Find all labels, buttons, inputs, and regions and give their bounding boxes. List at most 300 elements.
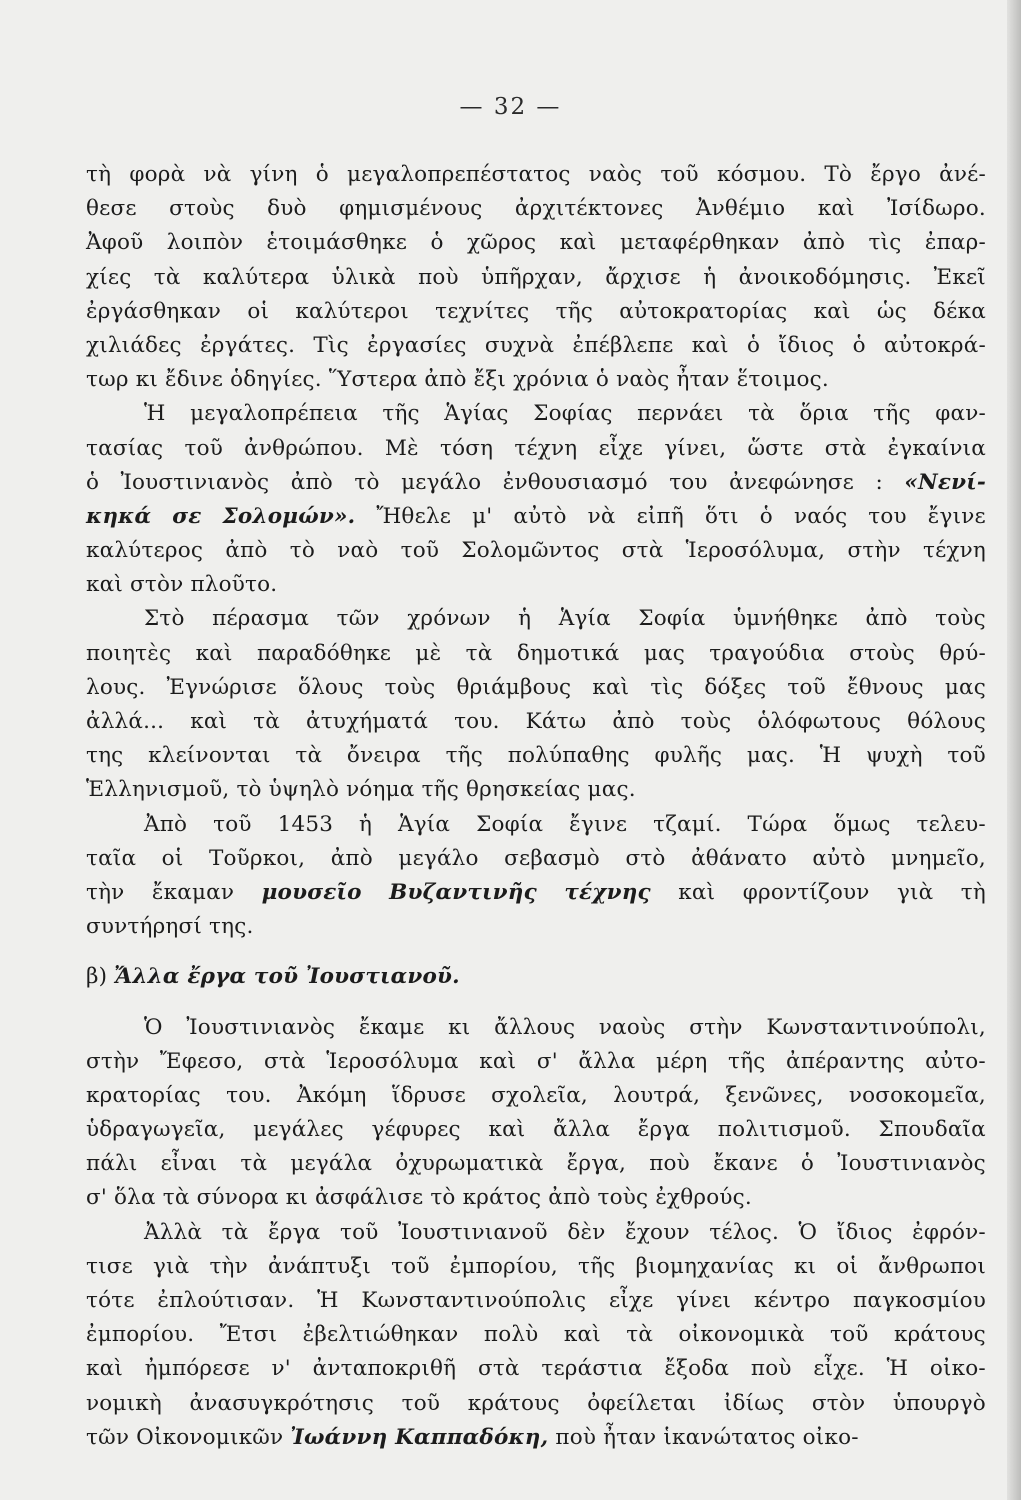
text-segment: Ἐγνώρισε bbox=[166, 674, 277, 700]
text-segment: μας bbox=[944, 674, 986, 700]
text-line bbox=[86, 602, 986, 636]
text-segment: ἔθνους bbox=[846, 674, 924, 700]
text-segment: κράτους bbox=[467, 1390, 560, 1416]
text-line bbox=[86, 329, 986, 363]
text-segment: τῆς bbox=[555, 298, 594, 324]
text-segment: ἔκανε bbox=[713, 1151, 778, 1177]
text-segment: στὸν bbox=[811, 1390, 866, 1416]
text-segment: τισε bbox=[86, 1253, 133, 1279]
text-segment: Τὸ bbox=[824, 162, 853, 187]
text-segment: τὰ bbox=[253, 709, 280, 734]
text-segment: στὰ bbox=[621, 538, 664, 564]
text-segment: ὄνειρα bbox=[346, 743, 421, 769]
text-segment: ἀπὸ bbox=[612, 709, 655, 734]
text-segment: ν' bbox=[271, 1356, 291, 1382]
text-segment: καὶ bbox=[563, 1322, 601, 1348]
text-segment: Σπουδαῖα bbox=[878, 1117, 986, 1143]
text-segment: ἀτυχήματά bbox=[305, 709, 429, 734]
text-segment: μας. bbox=[746, 743, 796, 769]
page-number: — 32 — bbox=[459, 94, 562, 120]
text-segment: τῆς bbox=[445, 743, 483, 769]
paragraph bbox=[86, 602, 986, 807]
text-segment: εἶναι bbox=[160, 1151, 218, 1177]
text-segment: αὐτοκρατορίας bbox=[619, 298, 788, 324]
text-line bbox=[86, 739, 986, 773]
text-line bbox=[86, 1318, 986, 1352]
text-segment: τῆς bbox=[728, 1048, 766, 1074]
text-line bbox=[86, 1352, 986, 1386]
text-segment: Ἡ bbox=[819, 743, 842, 769]
text-segment: Κωνσταντινούπολι, bbox=[766, 1014, 986, 1040]
text-segment: Ἰουστινιανὸς bbox=[186, 1014, 336, 1040]
text-segment: λουτρά, bbox=[613, 1082, 701, 1108]
text-segment: του bbox=[868, 503, 907, 529]
text-segment: καὶ bbox=[691, 332, 729, 358]
text-segment: ὑλικὰ bbox=[331, 264, 396, 290]
text-segment: ἔργα bbox=[268, 1219, 321, 1245]
text-line bbox=[86, 1113, 986, 1147]
text-segment: Ἰουστινιανὸς bbox=[120, 469, 270, 495]
text-segment: ψυχὴ bbox=[866, 743, 923, 769]
text-segment: μεγάλες bbox=[253, 1117, 344, 1143]
text-segment: καὶ bbox=[86, 1356, 123, 1382]
text-segment: Ἀπὸ bbox=[144, 811, 188, 837]
text-segment: Ἱεροσόλυμα, bbox=[685, 538, 826, 564]
text-segment: Ἁγία bbox=[558, 606, 611, 632]
text-segment: τοῦ bbox=[787, 674, 826, 700]
text-segment: Ἁγίας bbox=[444, 401, 509, 427]
text-segment: ἐβελτιώθηκαν bbox=[302, 1322, 459, 1348]
paragraph bbox=[86, 158, 986, 397]
text-segment: ποιητὲς bbox=[86, 640, 172, 666]
text-line bbox=[86, 226, 986, 260]
text-segment: κράτους bbox=[893, 1322, 986, 1348]
text-segment: Ἔφεσο, bbox=[159, 1048, 244, 1074]
text-segment: μεγάλο bbox=[398, 845, 479, 871]
text-segment: τὰ bbox=[626, 1322, 654, 1348]
text-segment: ἀπὸ bbox=[290, 469, 333, 495]
text-segment: γίνει, bbox=[664, 435, 727, 461]
text-segment: στὸ bbox=[625, 845, 666, 871]
text-segment: Ἱεροσόλυμα bbox=[326, 1048, 459, 1074]
text-segment: καὶ στὸν πλοῦτο. bbox=[86, 572, 278, 598]
text-segment: τοῦ bbox=[339, 1219, 379, 1245]
text-segment: φορὰ bbox=[129, 162, 186, 187]
text-segment: περνάει bbox=[637, 401, 724, 427]
text-segment: του. bbox=[454, 709, 500, 734]
heading-prefix: β) bbox=[86, 964, 108, 990]
text-segment: τεράστια bbox=[541, 1356, 643, 1382]
text-segment: θριάμβους bbox=[456, 674, 572, 700]
text-line bbox=[86, 1181, 986, 1215]
page-body bbox=[86, 158, 986, 1455]
text-segment: καὶ bbox=[190, 709, 228, 734]
text-segment: της bbox=[86, 743, 124, 769]
text-segment: ἀλλά... bbox=[86, 709, 165, 734]
text-segment: ἀνέ- bbox=[939, 162, 986, 187]
text-line bbox=[86, 192, 986, 226]
text-segment: Σοφία bbox=[476, 811, 544, 837]
text-line bbox=[86, 1284, 986, 1318]
text-segment: κλείνονται bbox=[148, 743, 271, 769]
text-segment: ἄρχισε bbox=[605, 264, 681, 290]
text-segment: ἐπλούτισαν. bbox=[157, 1288, 295, 1313]
text-segment: εἰπῆ bbox=[636, 503, 684, 529]
text-segment: ποὺ bbox=[649, 1151, 690, 1177]
emphasized-text: κηκά bbox=[86, 503, 152, 529]
text-segment: καὶ bbox=[488, 1117, 526, 1143]
text-segment: ὑπῆρχαν, bbox=[481, 264, 583, 290]
text-segment: στὴν bbox=[847, 538, 901, 564]
text-segment: στὰ bbox=[263, 1048, 306, 1074]
text-segment: μας bbox=[643, 640, 685, 666]
text-segment: θρύ- bbox=[939, 640, 986, 666]
text-segment: τοῦ bbox=[391, 1253, 430, 1279]
text-segment: ἄνθρωποι bbox=[878, 1253, 986, 1279]
text-segment: ὀφείλεται bbox=[587, 1390, 697, 1416]
text-segment: δέκα bbox=[933, 298, 986, 324]
text-segment: ἔγινε bbox=[927, 503, 986, 529]
text-segment: Μὲ bbox=[384, 435, 419, 461]
text-segment: τὰ bbox=[748, 401, 775, 427]
text-segment: ὅμως bbox=[833, 811, 891, 837]
paragraph bbox=[86, 1216, 986, 1455]
text-segment: ἐγκαίνια bbox=[887, 435, 986, 461]
text-segment: στὴν bbox=[86, 1048, 140, 1074]
text-segment: νομικὴ bbox=[86, 1390, 162, 1416]
text-segment: ἀνθρώπου. bbox=[244, 435, 364, 461]
text-segment: στὰ bbox=[824, 435, 867, 461]
text-segment: τοὺς bbox=[384, 674, 436, 700]
text-line bbox=[86, 910, 986, 944]
text-segment: τὰ bbox=[240, 1151, 268, 1177]
text-segment: μέρη bbox=[656, 1048, 708, 1074]
text-line bbox=[86, 363, 986, 397]
text-segment: νὰ bbox=[587, 503, 616, 529]
text-segment: συντήρησί της. bbox=[86, 914, 254, 940]
text-segment: Ἡ bbox=[886, 1356, 909, 1382]
text-segment: ἀπὸ bbox=[802, 230, 846, 256]
text-line bbox=[86, 637, 986, 671]
text-line bbox=[86, 842, 986, 876]
text-segment: ὀχυρωματικὰ bbox=[395, 1151, 544, 1177]
text-segment: γίνη bbox=[249, 162, 298, 187]
text-segment: ὅλους bbox=[297, 674, 364, 700]
text-segment: Κωνσταντινούπολις bbox=[361, 1288, 587, 1313]
text-segment: νὰ bbox=[203, 162, 232, 187]
text-segment: κι bbox=[793, 1253, 817, 1279]
text-segment: Ἁγία bbox=[398, 811, 451, 837]
text-segment: ἄλλα bbox=[553, 1117, 611, 1143]
text-segment: ὁ bbox=[86, 469, 100, 495]
text-line bbox=[86, 773, 986, 807]
text-line bbox=[86, 1216, 986, 1250]
page-edge bbox=[1007, 0, 1021, 1500]
text-segment: τὴν bbox=[209, 1253, 248, 1279]
text-segment: τὴ bbox=[86, 162, 112, 187]
text-segment: λους. bbox=[86, 674, 146, 700]
text-segment: καὶ bbox=[813, 298, 851, 324]
text-segment: δὲν bbox=[567, 1219, 606, 1245]
text-segment: μεγάλο bbox=[401, 469, 482, 495]
text-segment: πολύπαθης bbox=[507, 743, 630, 769]
text-segment: μεγαλοπρεπέστατος bbox=[347, 162, 571, 187]
text-segment: τῆς bbox=[873, 401, 911, 427]
text-segment: ἀνοικοδόμησις. bbox=[738, 264, 912, 290]
text-segment: Τὶς bbox=[313, 332, 349, 358]
emphasized-text: «Νενί- bbox=[904, 469, 986, 495]
text-segment: καὶ bbox=[592, 674, 630, 700]
text-line bbox=[86, 671, 986, 705]
text-segment: Ἐκεῖ bbox=[933, 264, 986, 290]
text-segment: Σοφία bbox=[638, 606, 706, 632]
text-segment: στοὺς bbox=[169, 196, 235, 222]
text-line bbox=[86, 432, 986, 466]
text-line bbox=[86, 1387, 986, 1421]
text-line bbox=[86, 568, 986, 602]
text-segment: μεγάλα bbox=[290, 1151, 373, 1177]
text-segment: κι bbox=[448, 1014, 471, 1040]
text-segment: ὑπουργὸ bbox=[892, 1390, 986, 1416]
text-segment: Τώρα bbox=[747, 811, 808, 837]
text-segment: πολὺ bbox=[483, 1322, 539, 1348]
text-segment: τὶς bbox=[650, 674, 684, 700]
text-segment: οἰκονομικὰ bbox=[678, 1322, 805, 1348]
text-segment: τὰ bbox=[153, 264, 181, 290]
text-segment: εἶχε bbox=[598, 435, 644, 461]
text-segment: οἱ bbox=[161, 845, 184, 871]
text-segment: ναὸ bbox=[337, 538, 379, 564]
text-segment: Σολομῶντος bbox=[461, 538, 600, 564]
text-line bbox=[86, 876, 986, 910]
text-segment: ἐργάτες. bbox=[200, 332, 296, 358]
text-line bbox=[86, 158, 986, 192]
text-segment: ἡ bbox=[703, 264, 717, 290]
paragraph bbox=[86, 1011, 986, 1216]
text-segment: Ἀφοῦ bbox=[86, 230, 144, 256]
text-segment: ὑδραγωγεῖα, bbox=[86, 1117, 226, 1143]
text-segment: Ἰουστινιανοῦ bbox=[398, 1219, 548, 1245]
text-segment: τοὺς bbox=[680, 709, 732, 734]
paragraph bbox=[86, 808, 986, 945]
text-block-upper bbox=[86, 158, 986, 944]
text-line bbox=[86, 1147, 986, 1181]
heading-title: Ἄλλα ἔργα τοῦ Ἰουστιανοῦ. bbox=[114, 964, 460, 990]
text-segment: τὴν bbox=[86, 879, 125, 905]
text-segment: τέχνη bbox=[514, 435, 578, 461]
text-segment: : bbox=[875, 469, 883, 495]
text-segment: Ἀκόμη bbox=[296, 1082, 367, 1108]
text-segment: καλύτερος bbox=[86, 538, 204, 564]
text-segment: ποὺ bbox=[418, 264, 459, 290]
text-segment: ποὺ ἦταν ἱκανώτατος οἰκο- bbox=[548, 1424, 859, 1450]
text-segment: Ἰουστινιανὸς bbox=[837, 1151, 986, 1177]
text-line bbox=[86, 705, 986, 739]
emphasized-text: Σολομών». bbox=[222, 503, 356, 529]
text-segment: χίες bbox=[86, 264, 132, 290]
text-segment: ἔχουν bbox=[625, 1219, 690, 1245]
text-segment: ἀπὸ bbox=[330, 845, 373, 871]
text-line bbox=[86, 500, 986, 534]
text-segment: φαν- bbox=[935, 401, 986, 427]
text-segment: φυλῆς bbox=[654, 743, 723, 769]
text-segment: ὁλόφωτους bbox=[757, 709, 882, 734]
text-segment: καὶ bbox=[195, 640, 233, 666]
text-segment: τωρ κι ἔδινε ὁδηγίες. Ὕστερα ἀπὸ ἔξι χρόνια ὁ ναὸς ἦταν ἕτοιμος. bbox=[86, 367, 829, 393]
text-segment: οἰκο- bbox=[929, 1356, 986, 1382]
text-segment: Τοῦρκοι, bbox=[208, 845, 306, 871]
text-segment: σχολεῖα, bbox=[491, 1082, 588, 1108]
text-segment: ἐφρόν- bbox=[912, 1219, 986, 1245]
emphasized-text: σε bbox=[172, 503, 202, 529]
text-segment: τῆς bbox=[578, 1253, 616, 1279]
text-segment: παγκοσμίου bbox=[853, 1288, 986, 1313]
text-segment: θόλους bbox=[907, 709, 986, 734]
text-segment: ἀνασυγκρότησις bbox=[189, 1390, 374, 1416]
text-segment: ταῖα bbox=[86, 845, 137, 871]
text-segment: ἔκαμε bbox=[358, 1014, 425, 1040]
text-segment: γιὰ bbox=[153, 1253, 190, 1279]
emphasized-text: τέχνης bbox=[564, 879, 651, 905]
text-segment: ἐμπορίου, bbox=[449, 1253, 558, 1279]
text-segment: καλύτεροι bbox=[295, 298, 409, 324]
text-segment: θεσε bbox=[86, 196, 137, 222]
text-segment: ὑμνήθηκε bbox=[733, 606, 838, 632]
text-segment: δυὸ bbox=[267, 196, 307, 222]
text-segment: ἔργο bbox=[870, 162, 921, 187]
text-segment: ἔγινε bbox=[569, 811, 628, 837]
text-segment: Ἡ bbox=[144, 401, 166, 427]
text-segment: μεταφέρθηκαν bbox=[619, 230, 780, 256]
text-segment: ἄλλα bbox=[578, 1048, 636, 1074]
text-segment: τόση bbox=[439, 435, 494, 461]
text-segment: ἰδίως bbox=[723, 1390, 785, 1416]
text-segment: Ἰσίδωρο. bbox=[887, 196, 986, 222]
text-segment: τὰ bbox=[295, 743, 323, 769]
text-line bbox=[86, 1079, 986, 1113]
text-segment: μ' bbox=[472, 503, 493, 529]
text-segment: καὶ bbox=[678, 879, 716, 905]
text-segment: τὸ bbox=[354, 469, 380, 495]
text-segment: αὐτὸ bbox=[513, 503, 567, 529]
text-segment: τραγούδια bbox=[709, 640, 825, 666]
emphasized-text: Ἰωάννη Καππαδόκη, bbox=[290, 1424, 549, 1450]
text-segment: βιομηχανίας bbox=[635, 1253, 774, 1279]
text-segment: ἐπέβλεπε bbox=[572, 332, 674, 358]
text-segment: του. bbox=[226, 1082, 272, 1108]
text-line bbox=[86, 1011, 986, 1045]
text-line bbox=[86, 808, 986, 842]
text-segment: αὐτὸ bbox=[812, 845, 866, 871]
text-segment: τότε bbox=[86, 1288, 135, 1313]
text-segment: ἀπὸ bbox=[865, 606, 908, 632]
text-segment: τὴ bbox=[960, 879, 986, 905]
text-segment: τεχνίτες bbox=[435, 298, 530, 324]
text-segment: φροντίζουν bbox=[742, 879, 870, 905]
text-segment: ἐνθουσιασμό bbox=[502, 469, 648, 495]
text-segment: ἔκαμαν bbox=[151, 879, 235, 905]
text-segment: ἀνάπτυξι bbox=[267, 1253, 372, 1279]
text-segment: ὁ bbox=[430, 230, 444, 256]
text-segment: ἡ bbox=[518, 606, 532, 632]
text-segment: νοσοκομεῖα, bbox=[848, 1082, 986, 1108]
text-segment: τῶν Οἰκονομικῶν bbox=[86, 1424, 291, 1450]
text-line bbox=[86, 534, 986, 568]
text-line bbox=[86, 1045, 986, 1079]
text-segment: ἠμπόρεσε bbox=[144, 1356, 250, 1382]
text-segment: ξενῶνες, bbox=[725, 1082, 824, 1108]
emphasized-text: μουσεῖο bbox=[261, 879, 362, 905]
text-segment: ἵδρυσε bbox=[391, 1082, 466, 1108]
text-segment: ἐργασίες bbox=[367, 332, 467, 358]
text-segment: στὴν bbox=[689, 1014, 743, 1040]
text-segment: ἑτοιμάσθηκε bbox=[266, 230, 408, 256]
text-segment: ἀθάνατο bbox=[691, 845, 787, 871]
text-segment: ἐμπορίου. bbox=[86, 1322, 195, 1348]
text-segment: ἔργα bbox=[637, 1117, 691, 1143]
text-segment: οἱ bbox=[247, 298, 270, 324]
text-segment: 1453 bbox=[277, 811, 334, 837]
text-segment: τοὺς bbox=[935, 606, 986, 632]
text-segment: τέχνη bbox=[922, 538, 986, 564]
text-segment: ὁ bbox=[315, 162, 329, 187]
text-segment: δόξες bbox=[704, 674, 767, 700]
text-segment: γίνει bbox=[676, 1288, 732, 1313]
text-segment: ἐργάσθηκαν bbox=[86, 298, 222, 324]
text-segment: Ἡ bbox=[317, 1288, 339, 1313]
section-heading bbox=[86, 960, 986, 994]
text-segment: τὰ bbox=[465, 640, 493, 666]
text-segment: μεγαλοπρέπεια bbox=[190, 401, 358, 427]
text-segment: ὁ bbox=[852, 332, 866, 358]
text-segment: κρατορίας bbox=[86, 1082, 201, 1108]
text-segment: χῶρος bbox=[467, 230, 537, 256]
text-segment: τοῦ bbox=[400, 538, 440, 564]
text-segment: τοῦ bbox=[401, 1390, 441, 1416]
text-segment: τοῦ bbox=[830, 1322, 869, 1348]
text-segment: κόσμου. bbox=[716, 162, 807, 187]
text-segment: καλύτερα bbox=[202, 264, 310, 290]
text-segment: σεβασμὸ bbox=[504, 845, 600, 871]
text-segment: τοῦ bbox=[947, 743, 986, 769]
text-segment: ὁ bbox=[759, 503, 773, 529]
text-segment: τοῦ bbox=[213, 811, 252, 837]
text-segment: ὁ bbox=[800, 1151, 815, 1177]
text-segment: καὶ bbox=[559, 230, 597, 256]
text-segment: πάλι bbox=[86, 1151, 138, 1177]
text-segment: οἱ bbox=[836, 1253, 859, 1279]
text-segment: ἔργα, bbox=[566, 1151, 627, 1177]
text-segment: στὰ bbox=[477, 1356, 520, 1382]
text-segment: τῆς bbox=[382, 401, 420, 427]
text-segment: καὶ bbox=[817, 196, 855, 222]
paragraph bbox=[86, 397, 986, 602]
text-segment: καὶ bbox=[479, 1048, 517, 1074]
text-segment: Κάτω bbox=[525, 709, 587, 734]
text-segment: τὶς bbox=[868, 230, 902, 256]
text-segment: εἶχε bbox=[608, 1288, 654, 1313]
text-segment: πολιτισμοῦ. bbox=[717, 1117, 851, 1143]
text-segment: ἐπαρ- bbox=[924, 230, 986, 256]
text-segment: ὅτι bbox=[704, 503, 739, 529]
text-segment: ἀπέραντης bbox=[785, 1048, 905, 1074]
text-segment: Ὁ bbox=[798, 1219, 818, 1245]
text-segment: Ἀλλὰ bbox=[144, 1219, 203, 1245]
text-segment: ἀνταποκριθῆ bbox=[312, 1356, 457, 1382]
text-line bbox=[86, 261, 986, 295]
text-segment: αὐτοκρά- bbox=[884, 332, 986, 358]
text-segment: τὸ bbox=[289, 538, 316, 564]
